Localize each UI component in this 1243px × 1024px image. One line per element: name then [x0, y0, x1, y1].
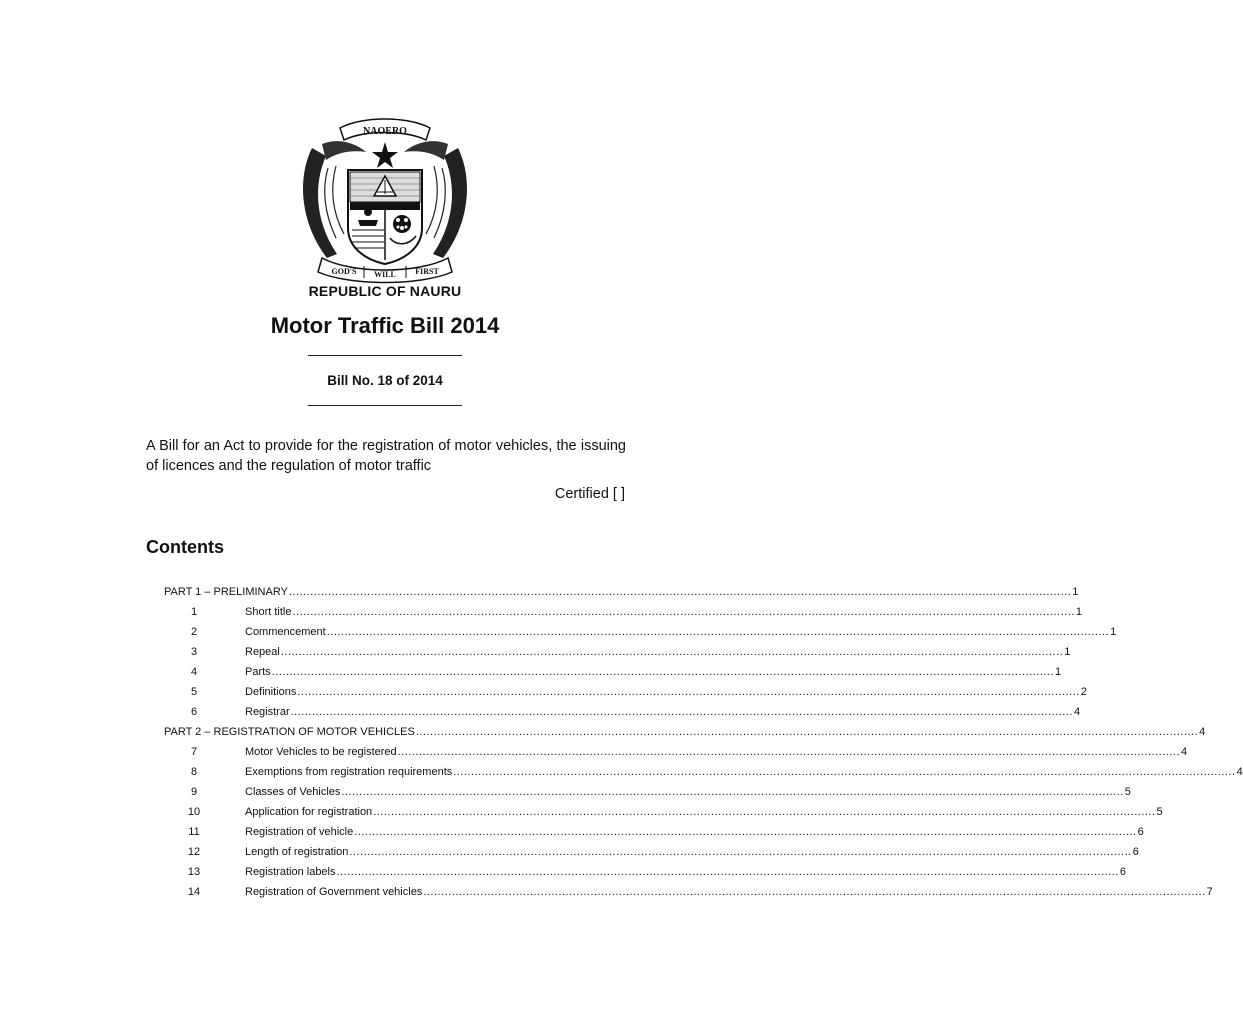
toc-page-number: 1	[1055, 666, 1062, 678]
toc-dot-leader: ............................................................................................................................................................................................................................	[397, 746, 1180, 758]
bill-title: Motor Traffic Bill 2014	[270, 313, 500, 338]
toc-page-number: 1	[1072, 586, 1079, 598]
toc-page-number: 4	[1181, 746, 1188, 758]
toc-dot-leader: ............................................................................................................................................................................................................................	[415, 726, 1199, 738]
crest-top-scroll-text: NAOERO	[363, 126, 407, 137]
republic-heading: REPUBLIC OF NAURU	[308, 283, 462, 299]
toc-entry-label: Length of registration	[245, 846, 349, 858]
toc-dot-leader: ............................................................................................................................................................................................................................	[423, 886, 1206, 898]
toc-part-entry[interactable]	[164, 723, 1206, 739]
toc-section-entry[interactable]	[186, 803, 1163, 819]
toc-dot-leader: ............................................................................................................................................................................................................................	[336, 866, 1119, 878]
toc-page-number: 5	[1124, 786, 1131, 798]
toc-section-number: 11	[188, 826, 200, 838]
toc-page-number: 1	[1064, 646, 1071, 658]
toc-section-number: 5	[190, 686, 198, 698]
toc-section-entry[interactable]	[186, 883, 1213, 899]
toc-section-entry[interactable]	[186, 783, 1131, 799]
toc-entry-label: Motor Vehicles to be registered	[245, 746, 397, 758]
toc-section-entry[interactable]	[186, 863, 1126, 879]
toc-section-number: 10	[187, 806, 201, 818]
toc-entry-label: Classes of Vehicles	[245, 786, 341, 798]
toc-section-entry[interactable]	[186, 643, 1071, 659]
toc-section-entry[interactable]	[186, 823, 1144, 839]
toc-dot-leader: ............................................................................................................................................................................................................................	[290, 706, 1073, 718]
toc-page-number: 1	[1110, 626, 1117, 638]
toc-section-entry[interactable]	[186, 763, 1243, 779]
toc-dot-leader: ............................................................................................................................................................................................................................	[297, 686, 1080, 698]
toc-entry-label: PART 1 – PRELIMINARY	[164, 586, 288, 598]
toc-section-entry[interactable]	[186, 743, 1188, 759]
toc-page-number: 2	[1080, 686, 1087, 698]
toc-entry-label: Registration of vehicle	[245, 826, 354, 838]
toc-page-number: 6	[1132, 846, 1139, 858]
contents-heading: Contents	[146, 537, 224, 557]
toc-dot-leader: ............................................................................................................................................................................................................................	[326, 626, 1110, 638]
toc-section-number: 7	[190, 746, 198, 758]
toc-dot-leader: ............................................................................................................................................................................................................................	[349, 846, 1132, 858]
toc-entry-label: Short title	[245, 606, 292, 618]
crest-motto-word-2: WILL	[374, 270, 396, 279]
toc-entry-label: Registration of Government vehicles	[245, 886, 423, 898]
toc-entry-label: Definitions	[245, 686, 297, 698]
toc-section-number: 14	[187, 886, 201, 898]
toc-section-number: 12	[187, 846, 201, 858]
toc-entry-label: Commencement	[245, 626, 326, 638]
toc-section-number: 6	[190, 706, 198, 718]
toc-section-entry[interactable]	[186, 843, 1139, 859]
bill-number: Bill No. 18 of 2014	[327, 373, 443, 388]
crest-motto-word-3: FIRST	[415, 267, 439, 276]
toc-page-number: 7	[1206, 886, 1213, 898]
toc-section-entry[interactable]	[186, 603, 1082, 619]
toc-section-number: 3	[190, 646, 198, 658]
toc-entry-label: PART 2 – REGISTRATION OF MOTOR VEHICLES	[164, 726, 415, 738]
toc-part-entry[interactable]	[164, 583, 1079, 599]
toc-section-number: 9	[190, 786, 198, 798]
toc-page-number: 5	[1156, 806, 1163, 818]
toc-entry-label: Registrar	[245, 706, 290, 718]
toc-section-entry[interactable]	[186, 703, 1081, 719]
toc-dot-leader: ............................................................................................................................................................................................................................	[354, 826, 1137, 838]
toc-dot-leader: ............................................................................................................................................................................................................................	[288, 586, 1072, 598]
toc-dot-leader: ............................................................................................................................................................................................................................	[271, 666, 1055, 678]
toc-dot-leader: ............................................................................................................................................................................................................................	[280, 646, 1064, 658]
toc-page-number: 4	[1199, 726, 1206, 738]
toc-section-number: 13	[187, 866, 201, 878]
toc-page-number: 4	[1236, 766, 1243, 778]
toc-entry-label: Repeal	[245, 646, 280, 658]
toc-page-number: 6	[1119, 866, 1126, 878]
toc-dot-leader: ............................................................................................................................................................................................................................	[292, 606, 1075, 618]
crest-motto-word-1: GOD'S	[331, 267, 357, 276]
toc-section-number: 4	[190, 666, 198, 678]
toc-dot-leader: ............................................................................................................................................................................................................................	[373, 806, 1156, 818]
toc-dot-leader: ............................................................................................................................................................................................................................	[341, 786, 1124, 798]
toc-entry-label: Application for registration	[245, 806, 373, 818]
toc-dot-leader: ............................................................................................................................................................................................................................	[453, 766, 1236, 778]
toc-entry-label: Registration labels	[245, 866, 336, 878]
toc-section-entry[interactable]	[186, 663, 1062, 679]
toc-page-number: 1	[1075, 606, 1082, 618]
toc-section-number: 2	[190, 626, 198, 638]
long-title: A Bill for an Act to provide for the registration of motor vehicles, the issuing of licences and the regulation of motor traffic	[146, 438, 626, 474]
certified-note: Certified [ ]	[554, 486, 625, 502]
toc-section-entry[interactable]	[186, 683, 1087, 699]
toc-page-number: 4	[1073, 706, 1081, 718]
toc-section-entry[interactable]	[186, 623, 1117, 639]
toc-entry-label: Exemptions from registration requirements	[245, 766, 453, 778]
toc-section-number: 8	[190, 766, 198, 778]
toc-entry-label: Parts	[245, 666, 271, 678]
toc-section-number: 1	[190, 606, 198, 618]
toc-page-number: 6	[1137, 826, 1144, 838]
